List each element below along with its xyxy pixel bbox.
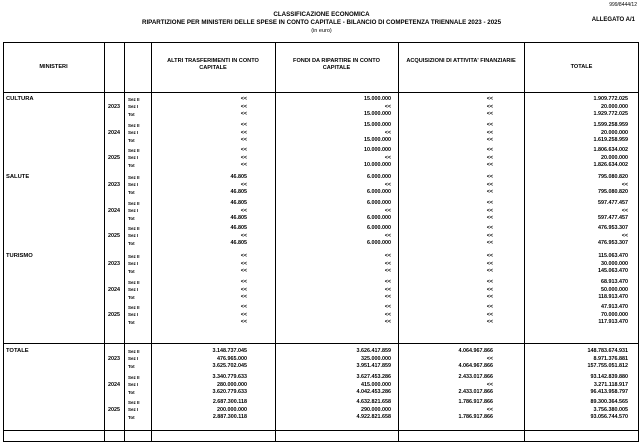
table-cell: 46.805 (230, 189, 247, 195)
table-frame (3, 42, 639, 442)
table-cell: << (240, 129, 247, 136)
column-divider (275, 42, 276, 442)
table-cell: << (621, 232, 628, 239)
table-cell: << (240, 181, 247, 188)
ministero-name: CULTURA (6, 96, 34, 102)
row-type-label: Sez II (128, 147, 140, 153)
table-cell: << (486, 279, 493, 285)
row-type-label: Sez II (128, 279, 140, 285)
table-cell: 476.953.307 (598, 225, 628, 231)
row-type-label: Tot (128, 268, 135, 274)
table-cell: << (240, 279, 247, 285)
table-cell: 1.786.917.866 (458, 414, 493, 420)
table-cell: << (486, 154, 493, 161)
ministero-name: SALUTE (6, 174, 30, 180)
ministero-name: TURISMO (6, 253, 33, 259)
row-type-label: Sez II (128, 225, 140, 231)
table-cell: << (240, 96, 247, 102)
table-cell: 30.000.000 (601, 260, 628, 267)
table-cell: 2.433.017.866 (458, 389, 493, 395)
table-cell: << (486, 189, 493, 195)
header-totale: TOTALE (570, 64, 593, 70)
year-label: 2025 (108, 232, 120, 239)
table-cell: 117.913.470 (598, 319, 628, 325)
table-cell: << (486, 207, 493, 214)
page-title: CLASSIFICAZIONE ECONOMICA (273, 11, 370, 18)
table-cell: 50.000.000 (601, 286, 628, 293)
table-cell: 3.340.779.633 (212, 374, 247, 380)
row-type-label: Sez I (128, 104, 139, 109)
page-subtitle: RIPARTIZIONE PER MINISTERI DELLE SPESE IN CONTO CAPITALE - BILANCIO DI COMPETENZA TRIENNALE 2023 - 2025 (141, 19, 502, 26)
row-type-label: Tot (128, 111, 135, 117)
year-label: 2024 (108, 129, 120, 136)
table-cell: << (486, 253, 493, 259)
table-cell: << (384, 207, 391, 214)
table-cell: 795.080.820 (598, 174, 628, 180)
row-type-label: Tot (128, 137, 135, 143)
row-type-label: Tot (128, 215, 135, 221)
row-type-label: Sez I (128, 233, 139, 238)
table-cell: << (486, 147, 493, 153)
table-cell: << (240, 232, 247, 239)
table-cell: << (384, 294, 391, 300)
row-type-label: Sez II (128, 348, 140, 354)
table-cell: 6.000.000 (367, 225, 391, 231)
table-cell: 1.619.258.959 (593, 137, 628, 143)
table-cell: << (240, 253, 247, 259)
table-cell: << (240, 122, 247, 128)
row-type-label: Sez I (128, 356, 139, 361)
table-cell: 145.063.470 (598, 268, 628, 274)
table-cell: 3.271.118.917 (593, 381, 628, 388)
table-cell: 4.064.967.866 (458, 348, 493, 354)
table-cell: << (240, 147, 247, 153)
footer-divider (3, 430, 639, 431)
row-type-label: Sez I (128, 155, 139, 160)
table-cell: 2.433.017.866 (458, 374, 493, 380)
table-cell: 6.000.000 (367, 200, 391, 206)
table-cell: 476.965.000 (217, 355, 247, 362)
header-ministeri: MINISTERI (39, 64, 68, 70)
table-cell: << (384, 260, 391, 267)
table-cell: 2.887.300.118 (212, 414, 247, 420)
row-type-label: Tot (128, 162, 135, 168)
table-cell: << (240, 268, 247, 274)
table-cell: 200.000.000 (217, 406, 247, 413)
row-type-label: Sez I (128, 407, 139, 412)
year-label: 2025 (108, 311, 120, 318)
table-cell: 3.756.380.005 (593, 406, 628, 413)
table-cell: 325.000.000 (361, 355, 391, 362)
table-cell: 3.627.453.286 (356, 374, 391, 380)
table-cell: << (486, 181, 493, 188)
table-cell: << (486, 381, 493, 388)
table-cell: 93.142.839.880 (590, 374, 628, 380)
column-divider (398, 42, 399, 442)
table-cell: 4.632.821.658 (356, 399, 391, 405)
total-divider (3, 343, 639, 344)
table-cell: << (240, 137, 247, 143)
table-cell: << (486, 111, 493, 117)
table-cell: 89.300.364.565 (590, 399, 628, 405)
table-cell: << (240, 207, 247, 214)
table-cell: 96.413.958.797 (590, 389, 628, 395)
year-label: 2024 (108, 286, 120, 293)
row-type-label: Sez I (128, 382, 139, 387)
row-type-label: Tot (128, 294, 135, 300)
table-cell: << (486, 406, 493, 413)
table-cell: << (486, 122, 493, 128)
table-cell: 4.042.453.286 (356, 389, 391, 395)
table-cell: 1.806.634.002 (593, 147, 628, 153)
unit-note: (in euro) (311, 28, 332, 34)
column-divider (151, 42, 152, 442)
table-cell: << (384, 232, 391, 239)
table-cell: << (486, 240, 493, 246)
table-cell: 8.971.376.881 (593, 355, 628, 362)
table-cell: << (486, 260, 493, 267)
table-cell: << (486, 215, 493, 221)
table-cell: 280.000.000 (217, 381, 247, 388)
table-cell: << (384, 279, 391, 285)
table-cell: 1.599.258.959 (593, 122, 628, 128)
table-cell: << (486, 103, 493, 110)
table-cell: 20.000.000 (601, 103, 628, 110)
table-cell: << (384, 304, 391, 310)
table-cell: << (240, 260, 247, 267)
table-cell: 15.000.000 (364, 111, 391, 117)
year-label: 2023 (108, 103, 120, 110)
table-cell: 15.000.000 (364, 137, 391, 143)
table-cell: 597.477.457 (598, 200, 628, 206)
table-cell: << (384, 129, 391, 136)
table-cell: 20.000.000 (601, 129, 628, 136)
table-cell: 476.953.307 (598, 240, 628, 246)
table-cell: << (384, 268, 391, 274)
table-cell: 3.625.702.045 (212, 363, 247, 369)
table-cell: 3.951.417.859 (356, 363, 391, 369)
table-cell: << (486, 311, 493, 318)
table-cell: 15.000.000 (364, 122, 391, 128)
table-cell: << (486, 268, 493, 274)
ministero-name: TOTALE (6, 348, 29, 354)
year-label: 2025 (108, 154, 120, 161)
document-code: 999/8444/12 (609, 2, 637, 8)
table-cell: 4.064.967.866 (458, 363, 493, 369)
table-cell: << (240, 103, 247, 110)
header-altri-trasferimenti: ALTRI TRASFERIMENTI IN CONTO CAPITALE (167, 58, 259, 71)
table-cell: << (384, 319, 391, 325)
year-label: 2024 (108, 207, 120, 214)
table-cell: 1.909.772.025 (593, 96, 628, 102)
header-divider (3, 92, 639, 93)
table-cell: 6.000.000 (367, 174, 391, 180)
table-cell: << (486, 96, 493, 102)
table-cell: << (384, 103, 391, 110)
table-cell: 290.000.000 (361, 406, 391, 413)
table-cell: << (486, 319, 493, 325)
table-cell: 1.929.772.025 (593, 111, 628, 117)
row-type-label: Sez II (128, 304, 140, 310)
table-cell: 795.080.820 (598, 189, 628, 195)
table-cell: << (621, 181, 628, 188)
table-cell: << (240, 286, 247, 293)
table-cell: << (486, 225, 493, 231)
row-type-label: Sez II (128, 96, 140, 102)
table-cell: 597.477.457 (598, 215, 628, 221)
table-cell: << (486, 286, 493, 293)
table-cell: << (486, 200, 493, 206)
table-cell: 3.626.417.859 (356, 348, 391, 354)
table-cell: << (486, 137, 493, 143)
row-type-label: Sez I (128, 130, 139, 135)
year-label: 2023 (108, 355, 120, 362)
row-type-label: Sez I (128, 182, 139, 187)
table-cell: << (486, 129, 493, 136)
table-cell: << (240, 319, 247, 325)
table-cell: << (384, 181, 391, 188)
table-cell: << (384, 253, 391, 259)
row-type-label: Sez I (128, 287, 139, 292)
table-cell: << (486, 232, 493, 239)
header-acquisizioni: ACQUISIZIONI DI ATTIVITA' FINANZIARIE (406, 58, 516, 64)
year-label: 2023 (108, 260, 120, 267)
row-type-label: Tot (128, 363, 135, 369)
table-cell: 70.000.000 (601, 311, 628, 318)
table-cell: << (486, 355, 493, 362)
table-cell: << (240, 311, 247, 318)
row-type-label: Sez II (128, 174, 140, 180)
table-cell: 46.805 (230, 200, 247, 206)
table-cell: 6.000.000 (367, 215, 391, 221)
table-cell: << (384, 311, 391, 318)
table-cell: 10.000.000 (364, 162, 391, 168)
row-type-label: Tot (128, 319, 135, 325)
table-cell: 68.913.470 (601, 279, 628, 285)
table-cell: << (486, 174, 493, 180)
allegato-label: ALLEGATO A/1 (591, 17, 635, 23)
table-cell: << (240, 162, 247, 168)
table-cell: 15.000.000 (364, 96, 391, 102)
table-cell: 1.786.917.866 (458, 399, 493, 405)
header-fondi-da-ripartire: FONDI DA RIPARTIRE IN CONTO CAPITALE (293, 58, 380, 71)
column-divider (524, 42, 525, 442)
row-type-label: Sez I (128, 208, 139, 213)
row-type-label: Sez II (128, 200, 140, 206)
table-cell: 3.148.737.045 (212, 348, 247, 354)
table-cell: 6.000.000 (367, 189, 391, 195)
table-cell: 20.000.000 (601, 154, 628, 161)
row-type-label: Tot (128, 189, 135, 195)
table-cell: << (621, 207, 628, 214)
table-cell: 46.805 (230, 174, 247, 180)
table-cell: 46.805 (230, 215, 247, 221)
row-type-label: Sez II (128, 253, 140, 259)
column-divider (124, 42, 125, 442)
table-cell: 6.000.000 (367, 240, 391, 246)
table-cell: << (486, 304, 493, 310)
row-type-label: Sez II (128, 399, 140, 405)
table-cell: 115.063.470 (598, 253, 628, 259)
table-cell: << (240, 294, 247, 300)
row-type-label: Sez I (128, 261, 139, 266)
row-type-label: Tot (128, 389, 135, 395)
table-cell: 10.000.000 (364, 147, 391, 153)
table-cell: << (486, 294, 493, 300)
year-label: 2025 (108, 406, 120, 413)
table-cell: 93.056.744.570 (590, 414, 628, 420)
year-label: 2023 (108, 181, 120, 188)
table-cell: 46.805 (230, 225, 247, 231)
table-cell: 118.913.470 (598, 294, 628, 300)
table-cell: 2.687.300.118 (212, 399, 247, 405)
table-cell: << (384, 286, 391, 293)
table-cell: << (486, 162, 493, 168)
table-cell: 1.826.634.002 (593, 162, 628, 168)
row-type-label: Sez II (128, 374, 140, 380)
table-cell: 148.783.674.931 (587, 348, 628, 354)
row-type-label: Tot (128, 240, 135, 246)
table-cell: 157.755.051.812 (587, 363, 628, 369)
row-type-label: Tot (128, 414, 135, 420)
table-cell: << (240, 304, 247, 310)
table-cell: 3.620.779.633 (212, 389, 247, 395)
year-label: 2024 (108, 381, 120, 388)
table-cell: << (240, 111, 247, 117)
table-cell: 47.913.470 (601, 304, 628, 310)
table-cell: << (384, 154, 391, 161)
table-cell: 46.805 (230, 240, 247, 246)
row-type-label: Sez I (128, 312, 139, 317)
table-cell: 415.000.000 (361, 381, 391, 388)
table-cell: << (240, 154, 247, 161)
row-type-label: Sez II (128, 122, 140, 128)
table-cell: 4.922.821.658 (356, 414, 391, 420)
